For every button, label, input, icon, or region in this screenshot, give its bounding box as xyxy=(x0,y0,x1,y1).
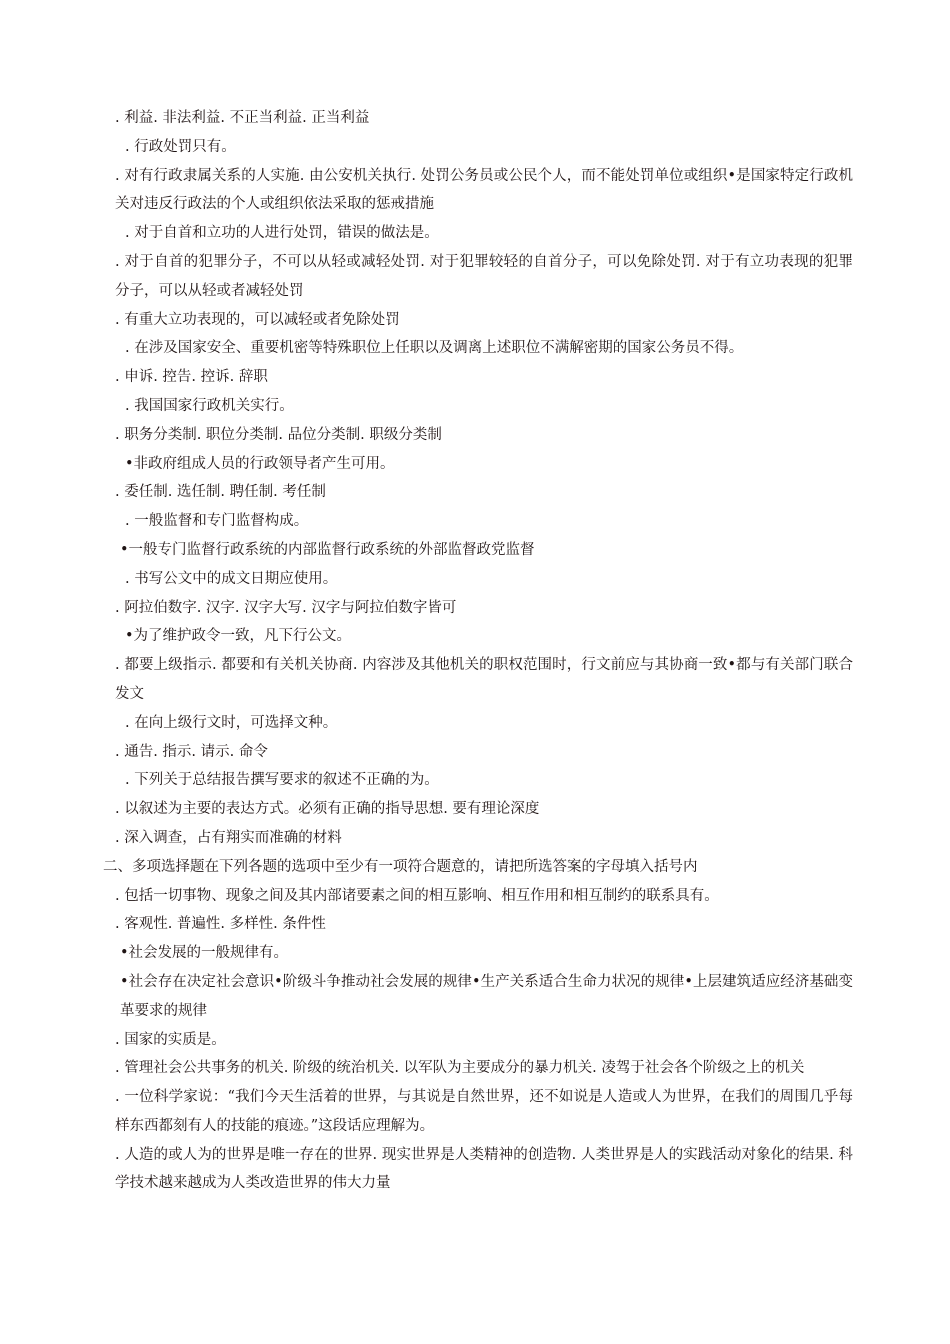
question-line: . 书写公文中的成文日期应使用。 xyxy=(125,570,338,587)
question-line: . 在向上级行文时，可选择文种。 xyxy=(125,714,338,731)
question-line: . 一位科学家说：“我们今天生活着的世界，与其说是自然世界，还不如说是人造或人为世界，在我们的周围几乎每样东西都刻有人的技能的痕迹。”这段话应理解为。 xyxy=(115,1089,853,1134)
question-line: . 我国国家行政机关实行。 xyxy=(125,397,294,414)
question-line: . 通告. 指示. 请示. 命令 xyxy=(115,743,268,760)
question-line: . 在涉及国家安全、重要机密等特殊职位上任职以及调离上述职位不满解密期的国家公务员不得。 xyxy=(125,340,744,357)
question-line: •一般专门监督行政系统的内部监督行政系统的外部监督政党监督 xyxy=(120,541,535,558)
question-line: . 以叙述为主要的表达方式。必须有正确的指导思想. 要有理论深度 xyxy=(115,801,540,818)
question-line: . 职务分类制. 职位分类制. 品位分类制. 职级分类制 xyxy=(115,426,442,443)
question-line: . 阿拉伯数字. 汉字. 汉字大写. 汉字与阿拉伯数字皆可 xyxy=(115,599,457,616)
question-line: . 深入调查，占有翔实而准确的材料 xyxy=(115,829,342,846)
question-line: . 一般监督和专门监督构成。 xyxy=(125,513,309,530)
question-line: •社会存在决定社会意识•阶级斗争推动社会发展的规律•生产关系适合生命力状况的规律•上层建筑适应经济基础变革要求的规律 xyxy=(120,973,853,1019)
document-page xyxy=(103,104,853,1198)
section-heading: 二、多项选择题在下列各题的选项中至少有一项符合题意的，请把所选答案的字母填入括号内 xyxy=(103,858,698,875)
question-line: . 国家的实质是。 xyxy=(115,1031,226,1048)
question-line: . 包括一切事物、现象之间及其内部诸要素之间的相互影响、相互作用和相互制约的联系具有。 xyxy=(115,887,719,904)
question-line: . 申诉. 控告. 控诉. 辞职 xyxy=(115,369,268,386)
question-line: . 有重大立功表现的，可以减轻或者免除处罚 xyxy=(115,311,400,328)
question-line: . 利益. 非法利益. 不正当利益. 正当利益 xyxy=(115,110,370,126)
question-line: . 都要上级指示. 都要和有关机关协商. 内容涉及其他机关的职权范围时，行文前应与其协商一致•都与有关部门联合发文 xyxy=(115,657,853,702)
question-line: •非政府组成人员的行政领导者产生可用。 xyxy=(125,455,395,472)
question-line: . 下列关于总结报告撰写要求的叙述不正确的为。 xyxy=(125,772,439,789)
question-line: . 管理社会公共事务的机关. 阶级的统治机关. 以军队为主要成分的暴力机关. 凌驾于社会各个阶级之上的机关 xyxy=(115,1060,805,1077)
question-line: . 对于自首和立功的人进行处罚，错误的做法是。 xyxy=(125,225,439,242)
question-line: . 人造的或人为的世界是唯一存在的世界. 现实世界是人类精神的创造物. 人类世界是人的实践活动对象化的结果. 科学技术越来越成为人类改造世界的伟大力量 xyxy=(115,1146,853,1192)
question-line: . 客观性. 普遍性. 多样性. 条件性 xyxy=(115,916,326,933)
question-line: •社会发展的一般规律有。 xyxy=(120,945,289,962)
question-line: . 委任制. 选任制. 聘任制. 考任制 xyxy=(115,484,326,501)
question-line: . 行政处罚只有。 xyxy=(125,138,236,155)
question-line: •为了维护政令一致，凡下行公文。 xyxy=(125,628,352,645)
question-line: . 对有行政隶属关系的人实施. 由公安机关执行. 处罚公务员或公民个人，而不能处罚单位或组织•是国家特定行政机关对违反行政法的个人或组织依法采取的惩戒措施 xyxy=(115,167,853,213)
question-line: . 对于自首的犯罪分子，不可以从轻或减轻处罚. 对于犯罪较轻的自首分子，可以免除处罚. 对于有立功表现的犯罪分子，可以从轻或者减轻处罚 xyxy=(115,253,853,299)
